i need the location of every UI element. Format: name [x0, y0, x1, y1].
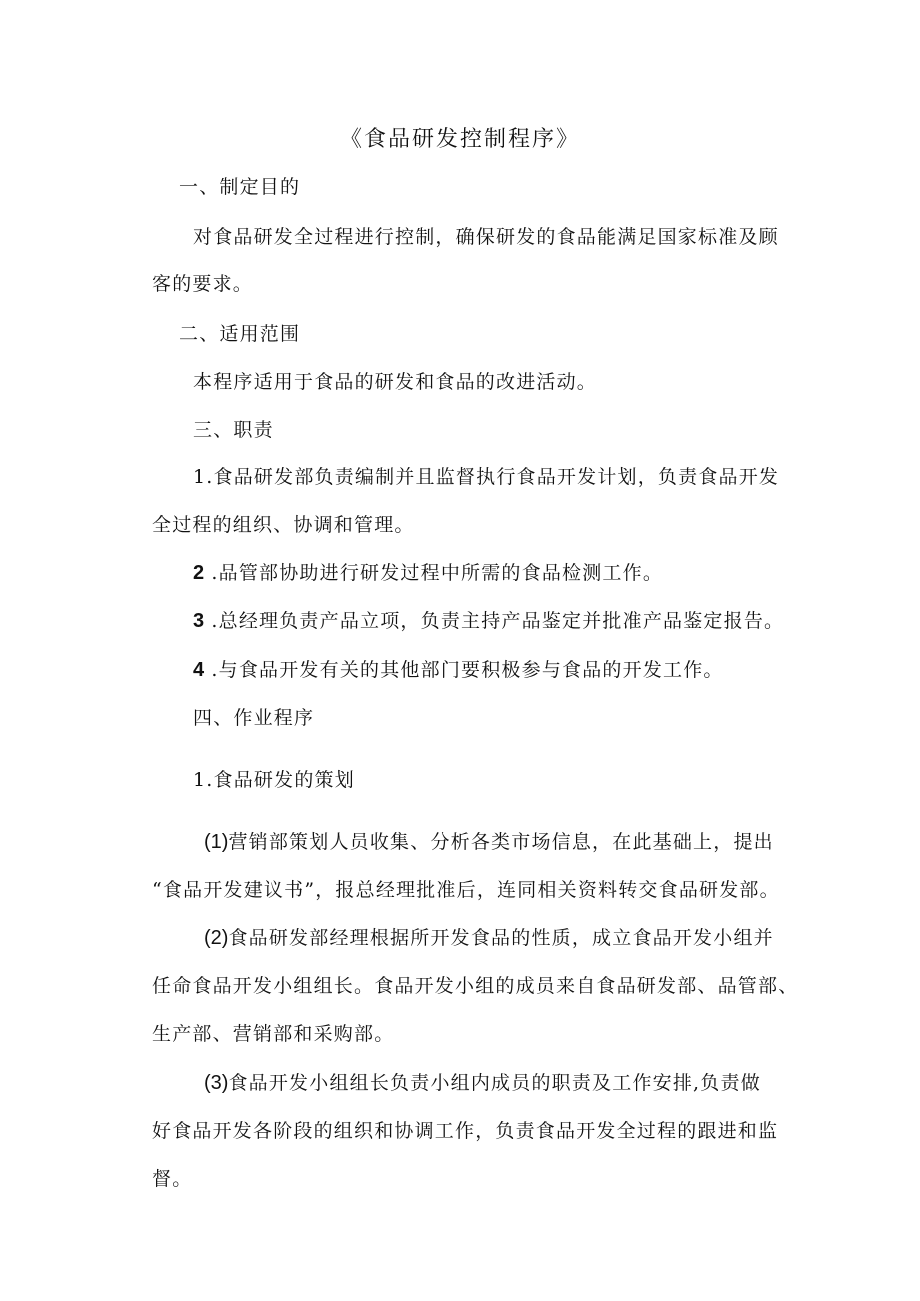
item-number: 2: [193, 562, 205, 584]
purpose-paragraph-line-2: 客的要求。: [152, 273, 254, 295]
para-text: 食品开发小组组长负责小组内成员的职责及工作安排,负责做: [228, 1072, 761, 1094]
item-text: .与食品开发有关的其他部门要积极参与食品的开发工作。: [211, 659, 724, 681]
responsibility-item-1-line-2: 全过程的组织、协调和管理。: [152, 514, 415, 536]
para-number: (3): [204, 1072, 229, 1094]
item-number: 4: [193, 659, 205, 681]
responsibility-item-4: [193, 658, 724, 682]
document-title: 《食品研发控制程序》: [339, 127, 580, 152]
procedure-para-2-line-1: [204, 926, 774, 950]
item-text: .总经理负责产品立项，负责主持产品鉴定并批准产品鉴定报告。: [211, 610, 785, 632]
procedure-para-2-line-3: 生产部、营销部和采购部。: [152, 1023, 395, 1045]
purpose-paragraph-line-1: 对食品研发全过程进行控制，确保研发的食品能满足国家标准及顾: [193, 226, 779, 248]
para-number: (2): [204, 927, 229, 949]
para-text: 食品研发部经理根据所开发食品的性质，成立食品开发小组并: [228, 927, 774, 949]
section-heading-procedure: 四、作业程序: [193, 707, 315, 729]
procedure-para-1-line-2: “食品开发建议书”，报总经理批准后，连同相关资料转交食品研发部。: [152, 879, 780, 901]
responsibility-item-3: [193, 609, 784, 633]
responsibility-item-2: [193, 561, 663, 585]
section-heading-responsibilities: 三、职责: [193, 419, 274, 441]
scope-paragraph: 本程序适用于食品的研发和食品的改进活动。: [193, 371, 598, 393]
item-number: 3: [193, 610, 205, 632]
section-heading-purpose: 一、制定目的: [179, 176, 301, 198]
responsibility-item-1-line-1: 1.食品研发部负责编制并且监督执行食品开发计划，负责食品开发: [193, 466, 780, 488]
procedure-para-3-line-1: [204, 1071, 761, 1095]
item-text: .品管部协助进行研发过程中所需的食品检测工作。: [211, 562, 664, 584]
procedure-para-3-line-2: 好食品开发各阶段的组织和协调工作，负责食品开发全过程的跟进和监: [152, 1120, 779, 1142]
procedure-subheading-1: 1.食品研发的策划: [193, 769, 355, 791]
procedure-para-1-line-1: [204, 830, 774, 854]
section-heading-scope: 二、适用范围: [179, 323, 301, 345]
procedure-para-3-line-3: 督。: [152, 1168, 193, 1190]
procedure-para-2-line-2: 任命食品开发小组组长。食品开发小组的成员来自食品研发部、品管部、: [152, 975, 799, 997]
para-number: (1): [204, 831, 229, 853]
para-text: 营销部策划人员收集、分析各类市场信息，在此基础上，提出: [228, 831, 774, 853]
